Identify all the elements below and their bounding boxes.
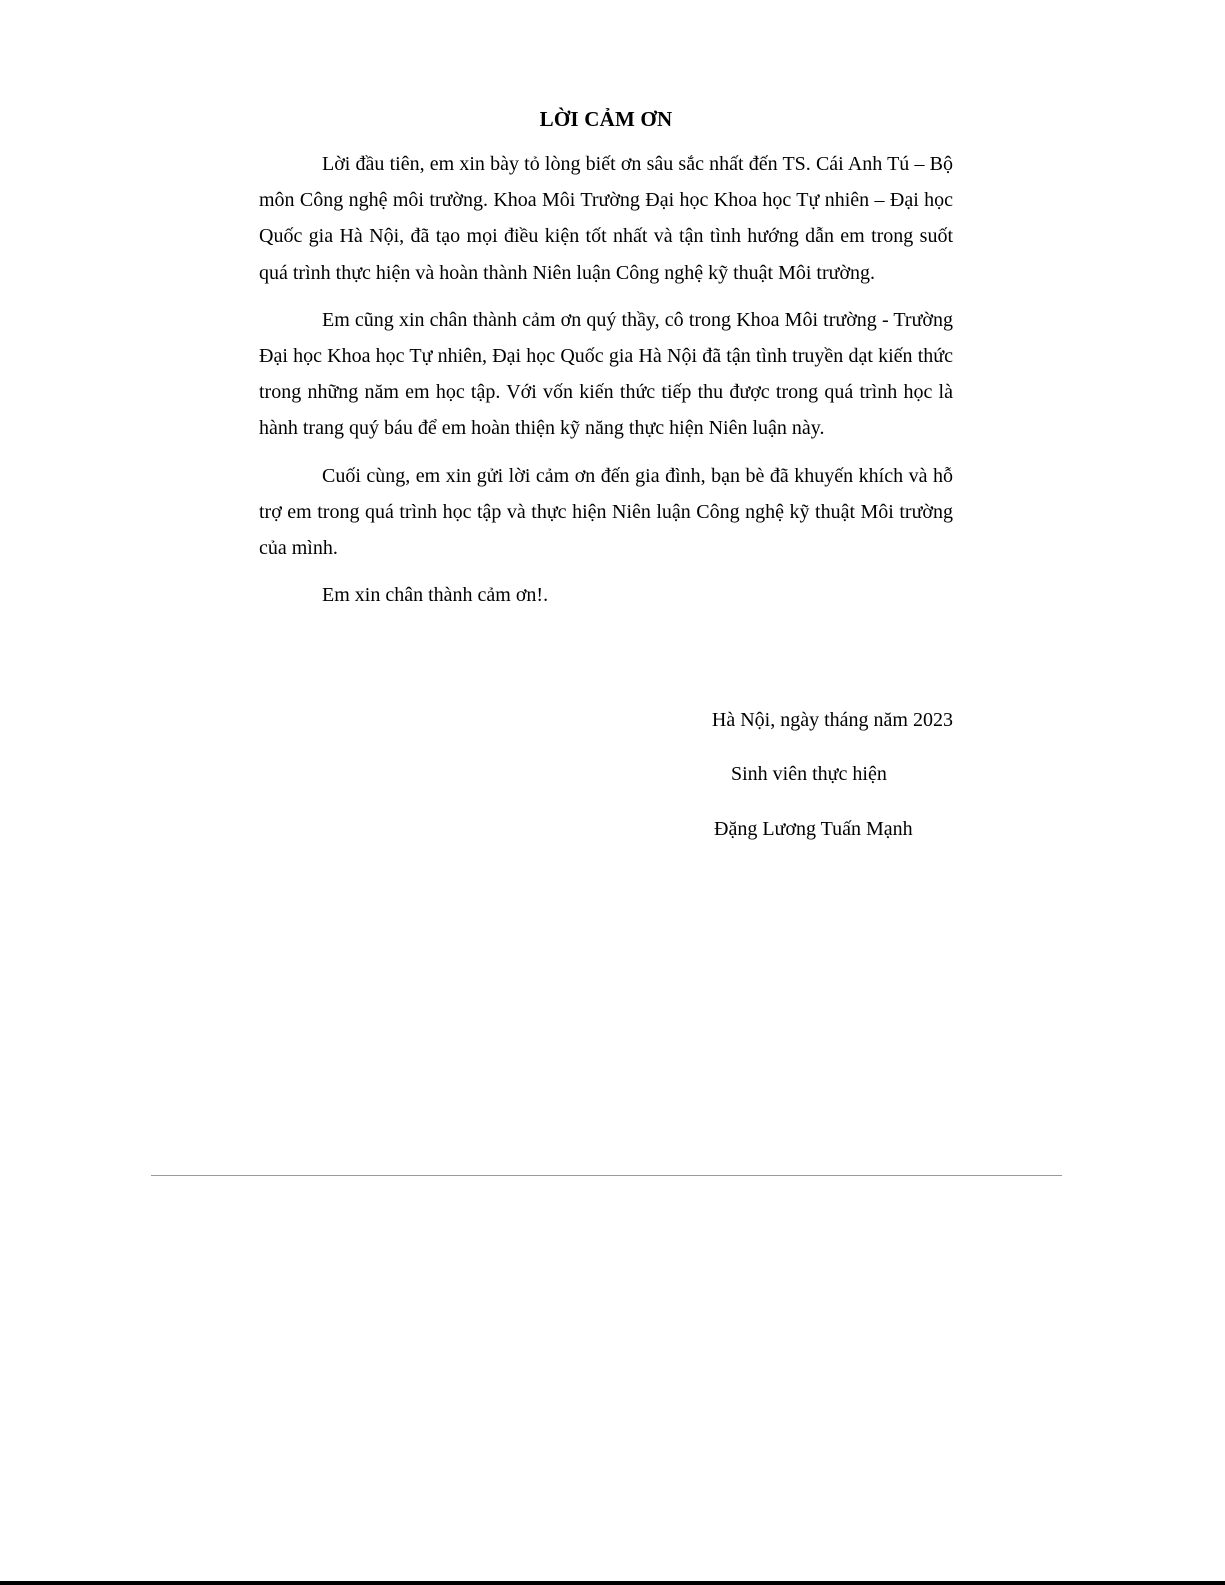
paragraph-3: Cuối cùng, em xin gửi lời cảm ơn đến gia đình, bạn bè đã khuyến khích và hỗ trợ em trong quá trình học tập và thực hiện Niên luận Công nghệ kỹ thuật Môi trường của mình. [259,464,953,560]
paragraph-2: Em cũng xin chân thành cảm ơn quý thầy, cô trong Khoa Môi trường - Trường Đại học Khoa học Tự nhiên, Đại học Quốc gia Hà Nội đã tận tình truyền dạt kiến thức trong những năm em học tập. Với vốn kiến thức tiếp thu được trong quá trình học là hành trang quý báu để em hoàn thiện kỹ năng thực hiện Niên luận này. [259,308,953,440]
signature-place-date: Hà Nội, ngày tháng năm 2023 [711,709,953,731]
signature-name: Đặng Lương Tuấn Mạnh [714,818,913,840]
paragraph-4: Em xin chân thành cảm ơn!. [322,584,549,607]
paragraph-1: Lời đầu tiên, em xin bày tỏ lòng biết ơn sâu sắc nhất đến TS. Cái Anh Tú – Bộ môn Công nghệ môi trường. Khoa Môi Trường Đại học Khoa học Tự nhiên – Đại học Quốc gia Hà Nội, đã tạo mọi điều kiện tốt nhất và tận tình hướng dẫn em trong suốt quá trình thực hiện và hoàn thành Niên luận Công nghệ kỹ thuật Môi trường. [259,153,953,284]
page-title: LỜI CẢM ƠN [539,107,673,131]
signature-role: Sinh viên thực hiện [731,763,887,785]
document-body [259,146,953,613]
bottom-edge-border [0,1581,1225,1585]
page-divider [151,1175,1062,1176]
